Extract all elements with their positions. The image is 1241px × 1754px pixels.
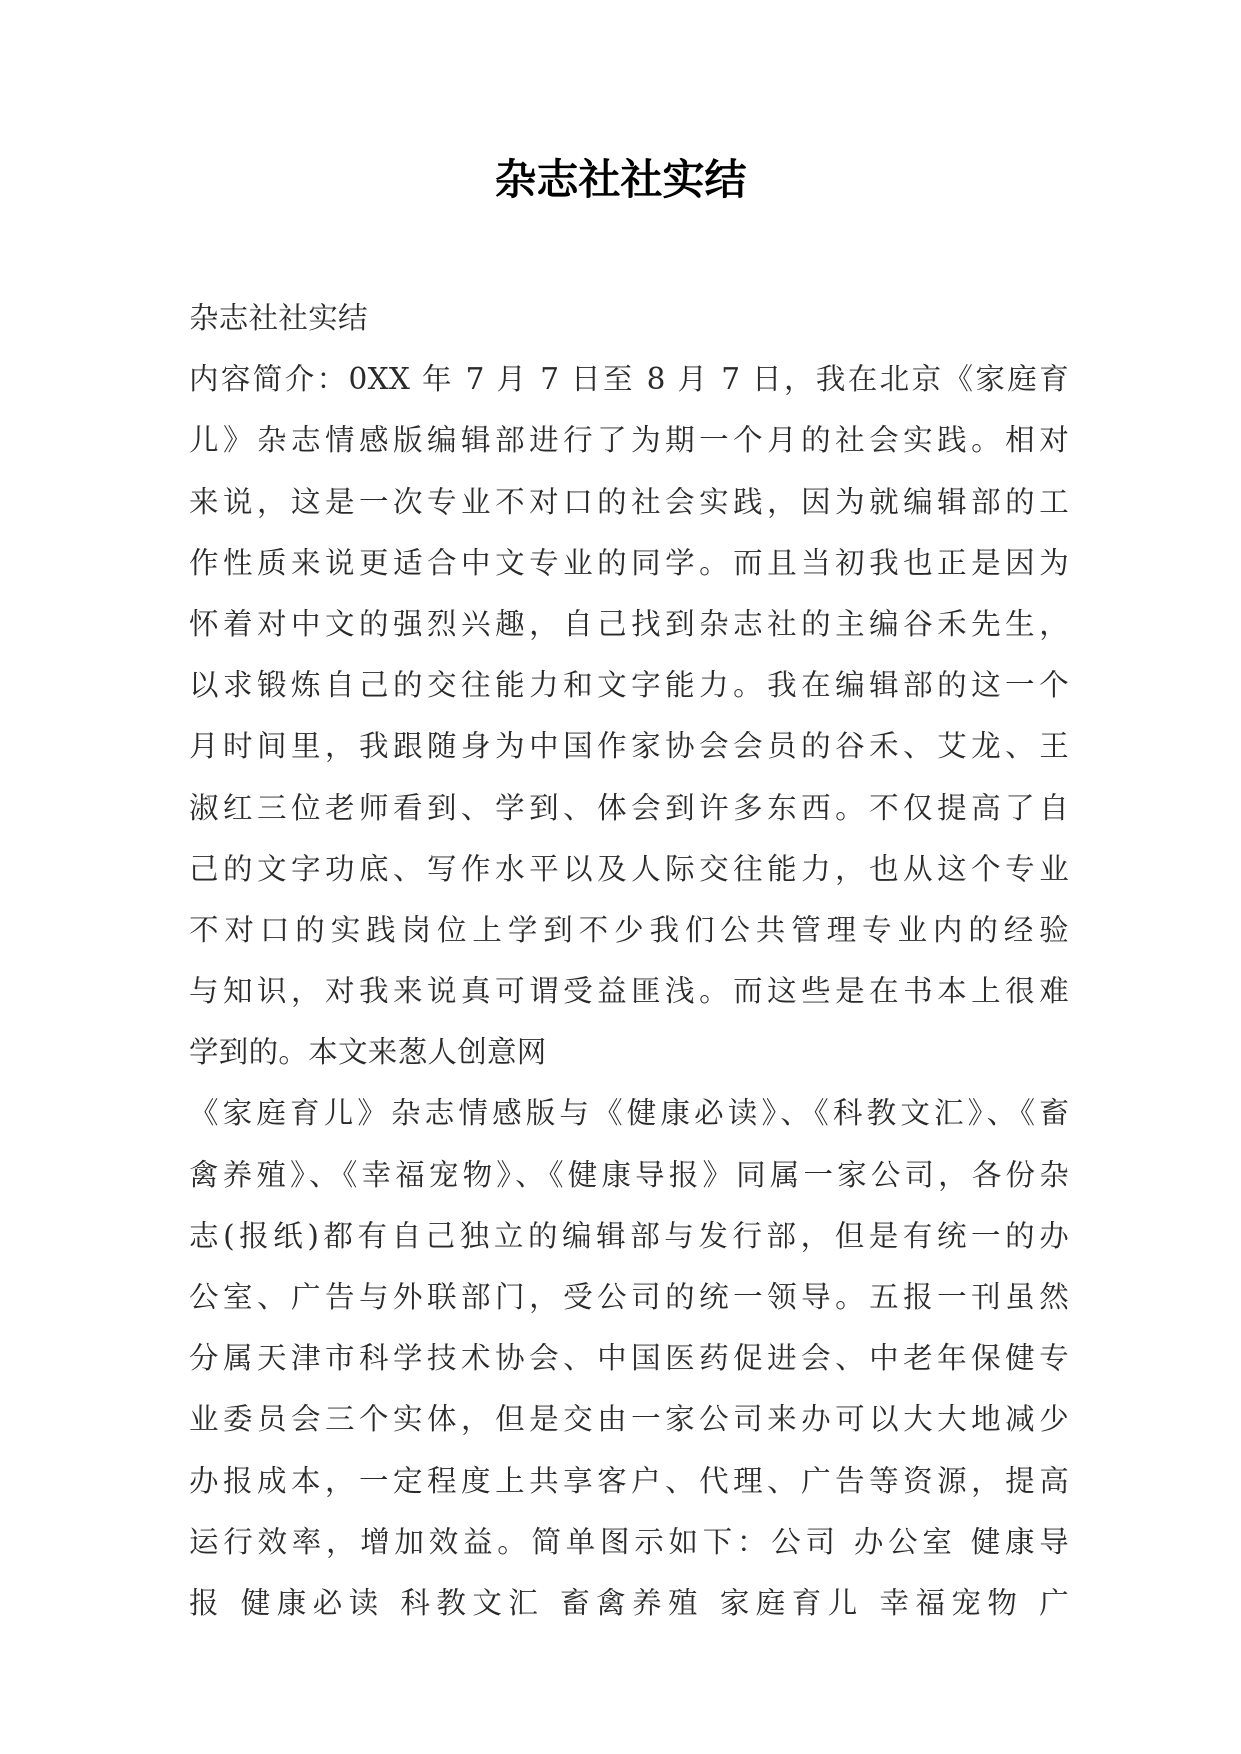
body-line: 公室、广告与外联部门，受公司的统一领导。五报一刊虽然 — [189, 1280, 1069, 1314]
body-line: 分属天津市科学技术协会、中国医药促进会、中老年保健专 — [189, 1341, 1069, 1376]
body-line: 怀着对中文的强烈兴趣，自己找到杂志社的主编谷禾先生， — [189, 606, 1069, 641]
body-line: 不对口的实践岗位上学到不少我们公共管理专业内的经验 — [189, 912, 1069, 947]
body-line: 来说，这是一次专业不对口的社会实践，因为就编辑部的工 — [189, 484, 1069, 519]
body-line: 《家庭育儿》杂志情感版与《健康必读》、《科教文汇》、《畜 — [189, 1096, 1069, 1131]
body-line: 办报成本，一定程度上共享客户、代理、广告等资源，提高 — [189, 1463, 1069, 1498]
body-line: 运行效率，增加效益。简单图示如下：公司 办公室 健康导 — [189, 1524, 1069, 1559]
body-line: 己的文字功底、写作水平以及人际交往能力，也从这个专业 — [189, 851, 1069, 886]
body-line: 内容简介：0XX 年 7 月 7 日至 8 月 7 日，我在北京《家庭育 — [189, 362, 1069, 397]
body-line: 业委员会三个实体，但是交由一家公司来办可以大大地减少 — [189, 1402, 1069, 1437]
body-line: 杂志社社实结 — [189, 301, 368, 335]
body-line: 淑红三位老师看到、学到、体会到许多东西。不仅提高了自 — [189, 790, 1069, 825]
body-line: 禽养殖》、《幸福宠物》、《健康导报》同属一家公司，各份杂 — [189, 1157, 1069, 1192]
document-body — [189, 288, 1069, 1634]
body-line: 与知识，对我来说真可谓受益匪浅。而这些是在书本上很难 — [189, 974, 1069, 1009]
body-line: 志(报纸)都有自己独立的编辑部与发行部，但是有统一的办 — [189, 1218, 1069, 1253]
body-line: 作性质来说更适合中文专业的同学。而且当初我也正是因为 — [189, 545, 1069, 580]
body-line: 月时间里，我跟随身为中国作家协会会员的谷禾、艾龙、王 — [189, 729, 1069, 764]
body-line: 儿》杂志情感版编辑部进行了为期一个月的社会实践。相对 — [189, 423, 1069, 458]
body-line: 学到的。本文来葱人创意网 — [189, 1035, 547, 1070]
body-line: 以求锻炼自己的交往能力和文字能力。我在编辑部的这一个 — [189, 668, 1069, 703]
body-line: 报 健康必读 科教文汇 畜禽养殖 家庭育儿 幸福宠物 广 — [189, 1585, 1069, 1620]
document-title: 杂志社社实结 — [494, 155, 747, 204]
